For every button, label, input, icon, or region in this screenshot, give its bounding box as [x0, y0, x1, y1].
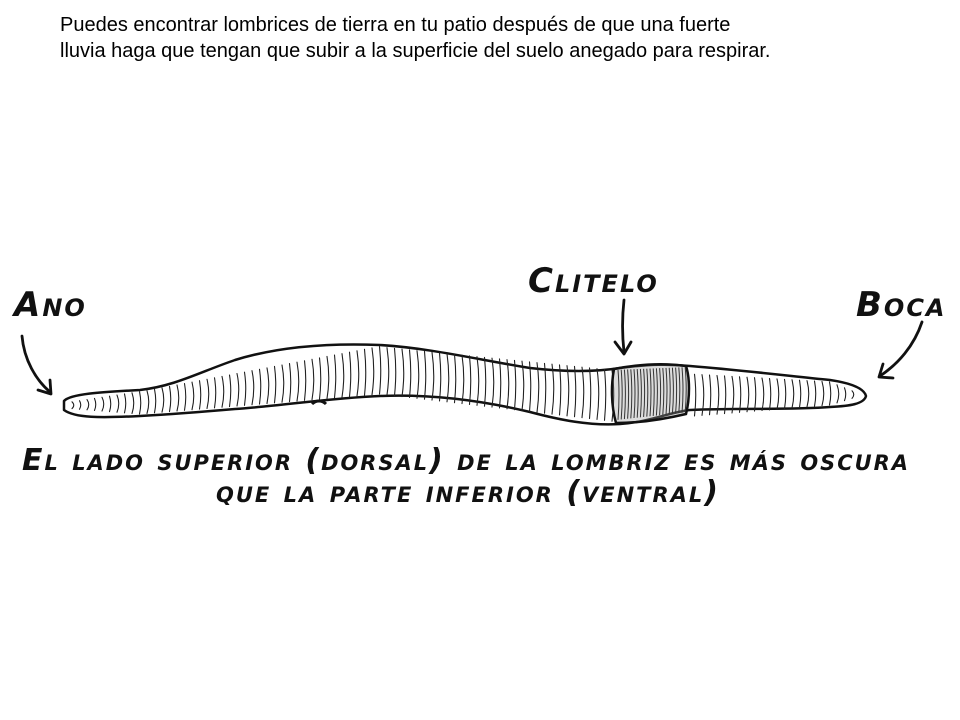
- arrow-anus: [22, 336, 51, 394]
- worm-body: [64, 344, 866, 424]
- intro-text: [60, 12, 940, 64]
- label-mouth: Boca: [856, 285, 947, 325]
- arrow-clitellum: [615, 300, 631, 354]
- arrow-mouth: [879, 322, 922, 378]
- intro-line-1: Puedes encontrar lombrices de tierra en tu patio después de que una fuerte: [60, 14, 731, 36]
- caption-line-1: El lado superior (dorsal) de la lombriz es más oscura: [22, 443, 910, 478]
- label-anus: Ano: [14, 285, 87, 325]
- earthworm-diagram: [0, 240, 960, 540]
- body-marking: [312, 401, 326, 404]
- caption-line-2: que la parte inferior (ventral): [216, 475, 720, 510]
- intro-line-2: lluvia haga que tengan que subir a la superficie del suelo anegado para respirar.: [60, 40, 771, 62]
- label-clitellum: Clitelo: [528, 261, 659, 301]
